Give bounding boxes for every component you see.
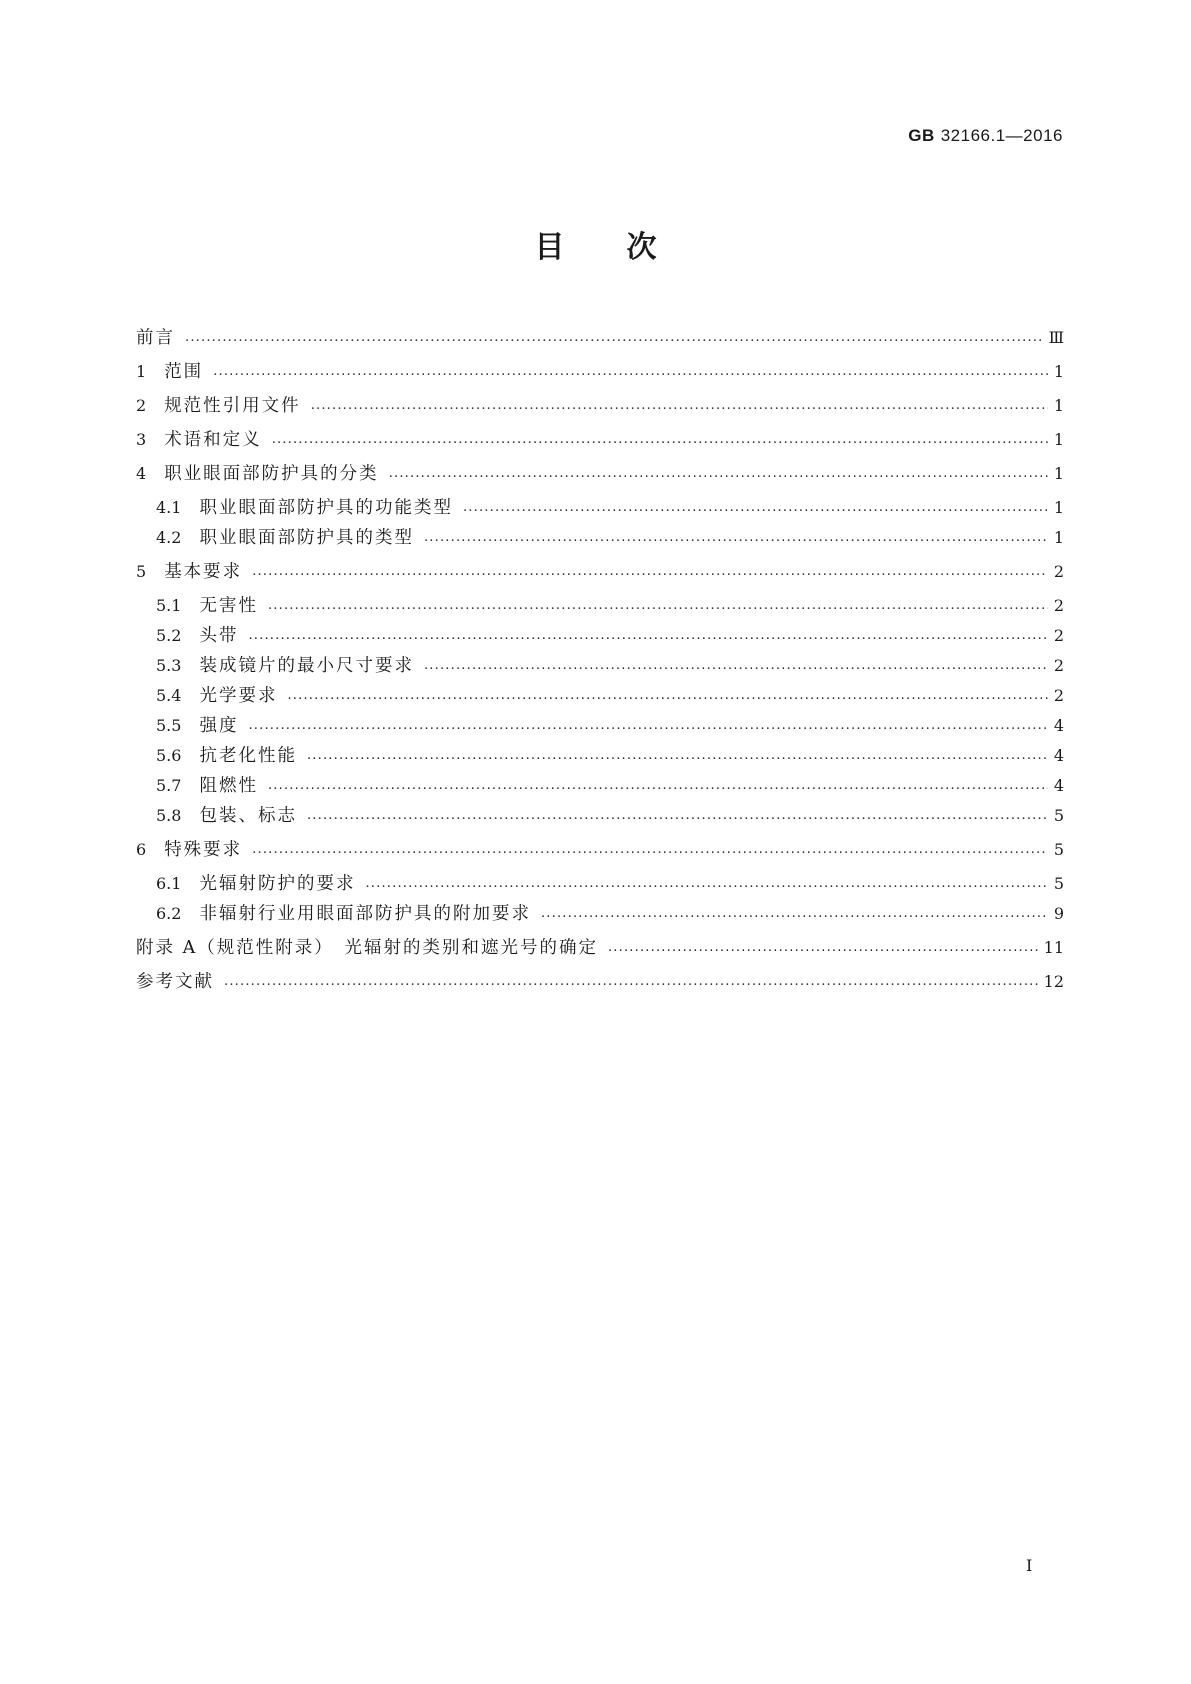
toc-entry-number: 5.8 [156, 806, 182, 825]
toc-entry-label: 特殊要求 [164, 840, 243, 860]
toc-entry-5-1[interactable] [136, 594, 1064, 618]
toc-entry-label: 抗老化性能 [199, 746, 297, 766]
toc-leader-dots [365, 872, 1047, 896]
toc-leader-dots [307, 804, 1048, 828]
toc-leader-dots [272, 428, 1048, 452]
toc-entry-page: 1 [1053, 396, 1064, 415]
toc-entry-page: Ⅲ [1048, 328, 1064, 347]
toc-entry-page: 5 [1053, 806, 1064, 825]
toc-entry-label: 附录 A（规范性附录） 光辐射的类别和遮光号的确定 [136, 938, 598, 958]
page-title-char-1: 目 [534, 230, 565, 265]
toc-leader-dots [424, 526, 1048, 550]
toc-entry-page: 2 [1053, 562, 1064, 581]
page-title-char-2: 次 [626, 230, 657, 265]
toc-entry-foreword[interactable] [136, 326, 1064, 350]
toc-entry-number: 5.5 [156, 716, 182, 735]
toc-entry-appendix-a[interactable] [136, 936, 1064, 960]
toc-entry-page: 2 [1053, 596, 1064, 615]
toc-entry-5-3[interactable] [136, 654, 1064, 678]
page-title [0, 228, 1191, 268]
toc-entry-label: 职业眼面部防护具的分类 [164, 464, 379, 484]
toc-entry-5-6[interactable] [136, 744, 1064, 768]
toc-leader-dots [268, 594, 1048, 618]
toc-entry-page: 4 [1053, 746, 1064, 765]
toc-entry-bibliography[interactable] [136, 970, 1064, 994]
toc-leader-dots [268, 774, 1048, 798]
toc-leader-dots [287, 684, 1047, 708]
toc-entry-page: 4 [1053, 716, 1064, 735]
toc-entry-6-2[interactable] [136, 902, 1064, 926]
toc-entry-2[interactable] [136, 394, 1064, 418]
toc-leader-dots [224, 970, 1038, 994]
toc-entry-label: 基本要求 [164, 562, 243, 582]
toc-entry-page: 2 [1053, 686, 1064, 705]
toc-entry-6-1[interactable] [136, 872, 1064, 896]
toc-entry-page: 11 [1043, 938, 1064, 957]
toc-entry-4-1[interactable] [136, 496, 1064, 520]
toc-entry-label: 范围 [164, 362, 204, 382]
toc-entry-page: 2 [1053, 656, 1064, 675]
toc-entry-5-2[interactable] [136, 624, 1064, 648]
toc-leader-dots [307, 744, 1048, 768]
toc-leader-dots [541, 902, 1048, 926]
toc-entry-page: 4 [1053, 776, 1064, 795]
toc-entry-label: 职业眼面部防护具的功能类型 [199, 498, 453, 518]
toc-leader-dots [608, 936, 1038, 960]
toc-entry-number: 5.7 [156, 776, 182, 795]
toc-entry-label: 阻燃性 [199, 776, 258, 796]
toc-entry-page: 5 [1053, 840, 1064, 859]
toc-entry-number: 5.4 [156, 686, 182, 705]
toc-leader-dots [463, 496, 1048, 520]
toc-entry-1[interactable] [136, 360, 1064, 384]
toc-leader-dots [311, 394, 1048, 418]
toc-entry-number: 3 [136, 430, 147, 449]
toc-entry-4-2[interactable] [136, 526, 1064, 550]
toc-entry-number: 4.1 [156, 498, 182, 517]
toc-entry-label: 包装、标志 [199, 806, 297, 826]
toc-entry-label: 头带 [199, 626, 239, 646]
toc-leader-dots [252, 560, 1048, 584]
toc-entry-label: 参考文献 [136, 972, 214, 992]
toc-entry-5-7[interactable] [136, 774, 1064, 798]
toc-entry-5-4[interactable] [136, 684, 1064, 708]
toc-entry-label: 光辐射防护的要求 [199, 874, 356, 894]
toc-entry-label: 光学要求 [199, 686, 278, 706]
toc-entry-3[interactable] [136, 428, 1064, 452]
toc-leader-dots [424, 654, 1048, 678]
toc-leader-dots [248, 624, 1047, 648]
toc-entry-4[interactable] [136, 462, 1064, 486]
toc-entry-number: 6.1 [156, 874, 182, 893]
toc-entry-label: 职业眼面部防护具的类型 [199, 528, 414, 548]
toc-entry-label: 无害性 [199, 596, 258, 616]
toc-entry-number: 5 [136, 562, 147, 581]
toc-entry-number: 5.1 [156, 596, 182, 615]
toc-entry-5[interactable] [136, 560, 1064, 584]
toc-entry-number: 1 [136, 362, 147, 381]
toc-entry-page: 1 [1053, 528, 1064, 547]
toc-entry-5-8[interactable] [136, 804, 1064, 828]
toc-entry-number: 6 [136, 840, 147, 859]
toc-entry-page: 5 [1053, 874, 1064, 893]
toc-entry-6[interactable] [136, 838, 1064, 862]
toc-entry-label: 术语和定义 [164, 430, 262, 450]
toc-entry-number: 5.3 [156, 656, 182, 675]
toc-leader-dots [213, 360, 1048, 384]
toc-entry-page: 1 [1053, 464, 1064, 483]
toc-entry-page: 1 [1053, 362, 1064, 381]
toc-entry-number: 4.2 [156, 528, 182, 547]
toc-entry-page: 2 [1053, 626, 1064, 645]
toc-entry-number: 2 [136, 396, 147, 415]
toc-entry-page: 1 [1053, 498, 1064, 517]
toc-leader-dots [389, 462, 1048, 486]
standard-code-number: 32166.1—2016 [940, 126, 1063, 145]
standard-code [908, 126, 1063, 146]
toc-entry-label: 强度 [199, 716, 239, 736]
toc-entry-page: 9 [1053, 904, 1064, 923]
standard-code-prefix: GB [908, 126, 935, 145]
toc-entry-page: 12 [1043, 972, 1064, 991]
toc-entry-page: 1 [1053, 430, 1064, 449]
toc-entry-label: 前言 [136, 328, 175, 348]
toc-entry-label: 规范性引用文件 [164, 396, 301, 416]
toc-entry-label: 非辐射行业用眼面部防护具的附加要求 [199, 904, 531, 924]
toc-leader-dots [248, 714, 1047, 738]
toc-leader-dots [185, 326, 1043, 350]
toc-entry-number: 6.2 [156, 904, 182, 923]
toc-entry-number: 4 [136, 464, 147, 483]
toc-entry-number: 5.6 [156, 746, 182, 765]
toc-entry-number: 5.2 [156, 626, 182, 645]
page-number: I [1026, 1556, 1033, 1575]
toc-leader-dots [252, 838, 1048, 862]
toc-entry-label: 装成镜片的最小尺寸要求 [199, 656, 414, 676]
toc-entry-5-5[interactable] [136, 714, 1064, 738]
